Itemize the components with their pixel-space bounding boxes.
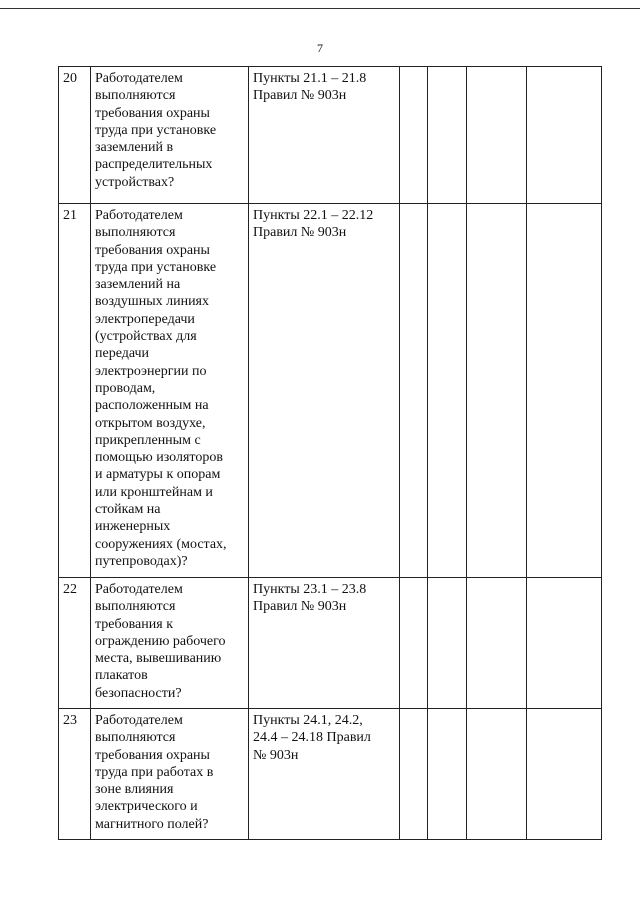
answer-not-applicable-cell[interactable] (467, 204, 527, 578)
requirement-question: Работодателем выполняются требования охраны труда при установке заземлений в распределительных устройствах? (91, 67, 249, 204)
legal-reference: Пункты 21.1 – 21.8 Правил № 903н (249, 67, 400, 204)
answer-not-applicable-cell[interactable] (467, 67, 527, 204)
page-number: 7 (317, 41, 323, 55)
answer-not-applicable-cell[interactable] (467, 709, 527, 840)
table-row (59, 578, 602, 709)
row-number: 22 (59, 578, 91, 709)
notes-cell[interactable] (527, 67, 602, 204)
answer-yes-cell[interactable] (400, 578, 428, 709)
requirement-question: Работодателем выполняются требования охраны труда при установке заземлений на воздушных линиях электропередачи (устройствах для передачи электроэнергии по проводам, расположенным на открытом воздухе, прикрепленным с помощью изоляторов и арматуры к опорам или кронштейнам и стойкам на инженерных сооружениях (мостах, путепроводах)? (91, 204, 249, 578)
notes-cell[interactable] (527, 204, 602, 578)
checklist-table (58, 66, 602, 840)
notes-cell[interactable] (527, 578, 602, 709)
requirement-question: Работодателем выполняются требования к ограждению рабочего места, вывешиванию плакатов безопасности? (91, 578, 249, 709)
row-number: 21 (59, 204, 91, 578)
answer-no-cell[interactable] (428, 709, 467, 840)
answer-yes-cell[interactable] (400, 204, 428, 578)
legal-reference: Пункты 22.1 – 22.12 Правил № 903н (249, 204, 400, 578)
top-rule (0, 8, 640, 9)
answer-no-cell[interactable] (428, 578, 467, 709)
row-number: 23 (59, 709, 91, 840)
table-row (59, 709, 602, 840)
table-row (59, 67, 602, 204)
notes-cell[interactable] (527, 709, 602, 840)
answer-not-applicable-cell[interactable] (467, 578, 527, 709)
row-number: 20 (59, 67, 91, 204)
answer-no-cell[interactable] (428, 67, 467, 204)
table-row (59, 204, 602, 578)
requirement-question: Работодателем выполняются требования охраны труда при работах в зоне влияния электрического и магнитного полей? (91, 709, 249, 840)
answer-no-cell[interactable] (428, 204, 467, 578)
legal-reference: Пункты 23.1 – 23.8 Правил № 903н (249, 578, 400, 709)
legal-reference: Пункты 24.1, 24.2, 24.4 – 24.18 Правил № 903н (249, 709, 400, 840)
answer-yes-cell[interactable] (400, 67, 428, 204)
answer-yes-cell[interactable] (400, 709, 428, 840)
